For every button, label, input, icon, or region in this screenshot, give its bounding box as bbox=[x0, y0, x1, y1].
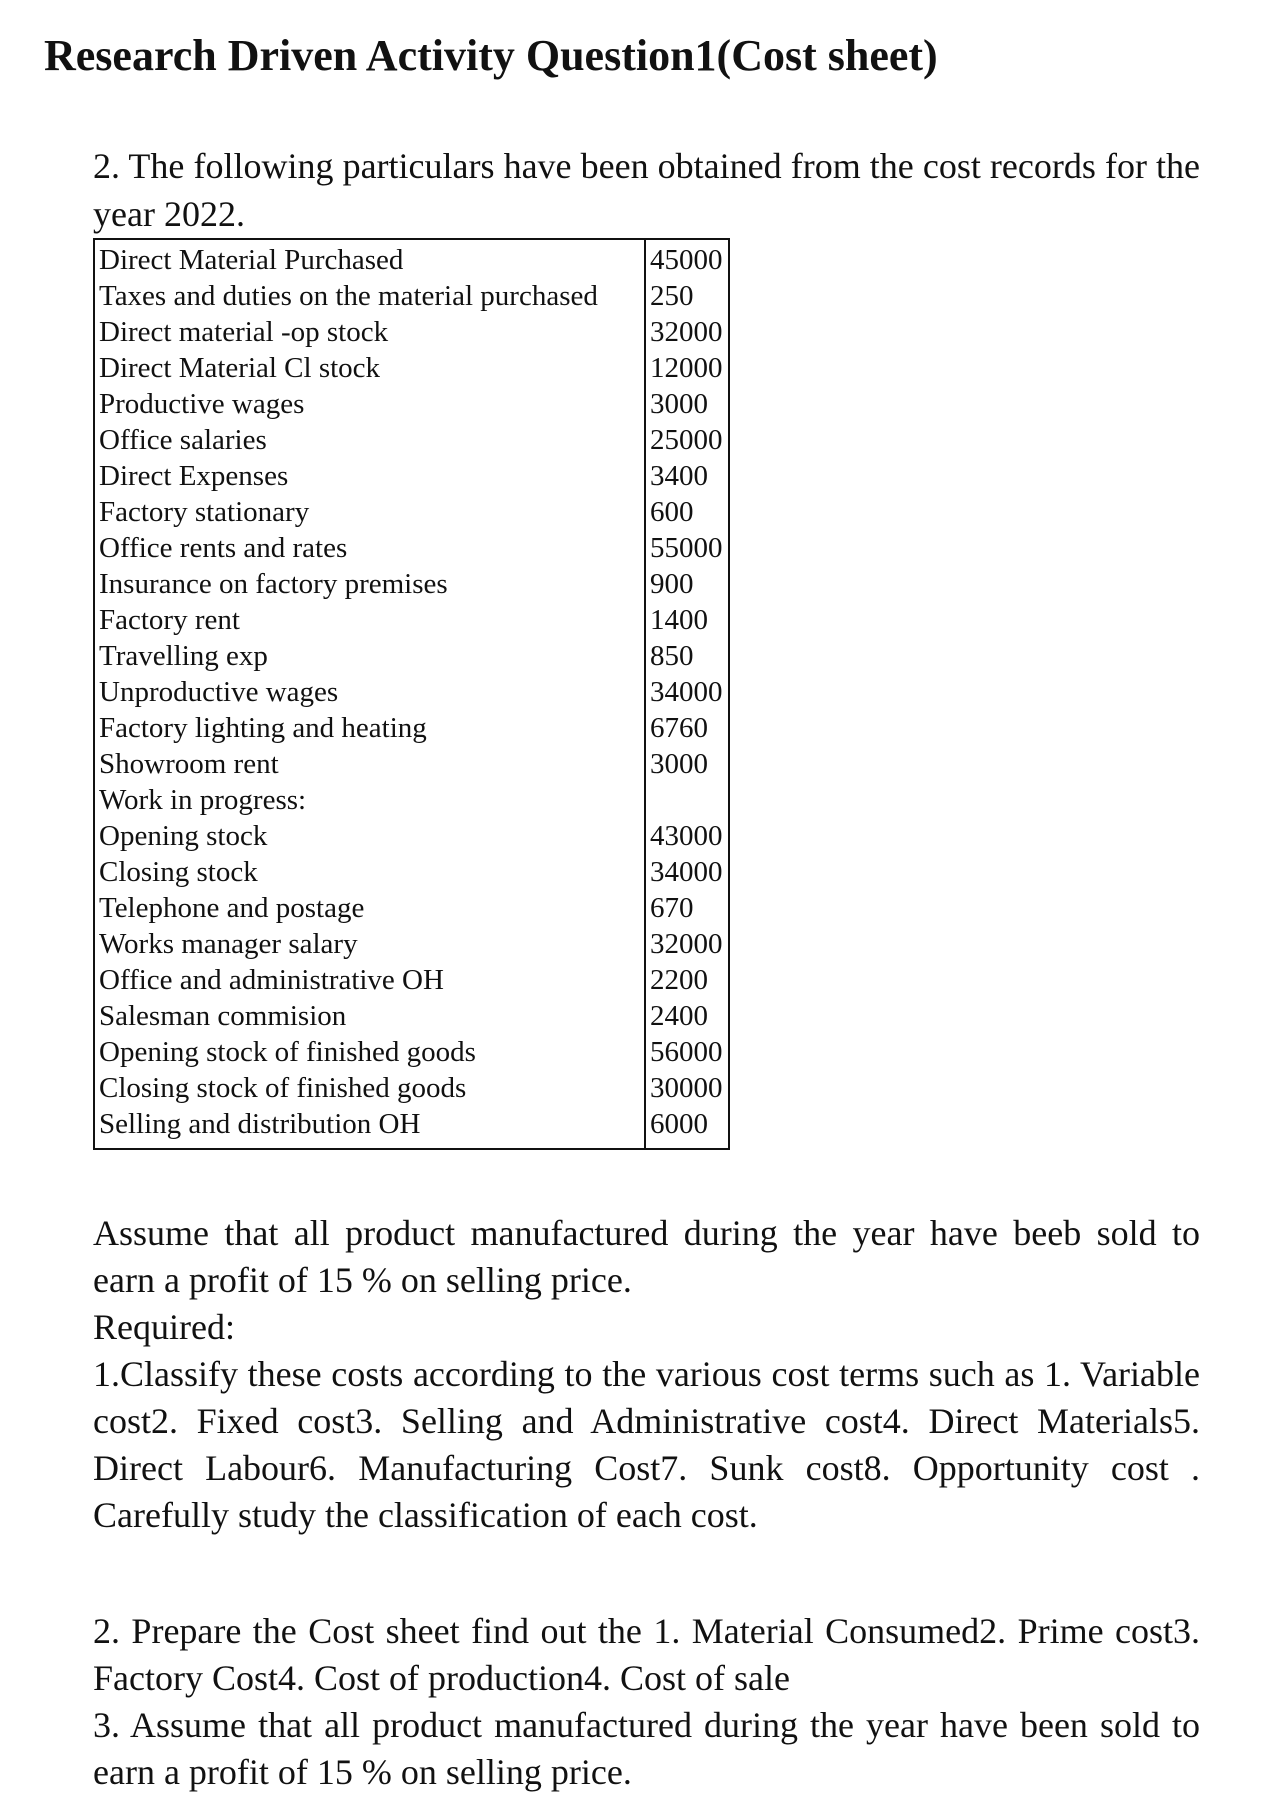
row-value: 3400 bbox=[650, 460, 708, 492]
table-row bbox=[95, 1070, 728, 1106]
row-label: Taxes and duties on the material purchased bbox=[99, 280, 598, 312]
row-label: Unproductive wages bbox=[99, 676, 339, 708]
row-value: 1400 bbox=[650, 604, 708, 636]
row-label: Closing stock of finished goods bbox=[99, 1072, 467, 1104]
row-value: 56000 bbox=[650, 1036, 723, 1068]
row-label: Selling and distribution OH bbox=[99, 1108, 421, 1140]
row-value: 55000 bbox=[650, 532, 723, 564]
row-label: Office rents and rates bbox=[99, 532, 348, 564]
row-label: Works manager salary bbox=[99, 928, 358, 960]
table-row bbox=[95, 710, 728, 746]
row-label: Factory lighting and heating bbox=[99, 712, 427, 744]
intro-paragraph: 2. The following particulars have been obtained from the cost records for the year 2022. bbox=[93, 146, 1200, 234]
row-value: 2400 bbox=[650, 1000, 708, 1032]
row-value: 2200 bbox=[650, 964, 708, 996]
table-row bbox=[95, 962, 728, 998]
table-row bbox=[95, 890, 728, 926]
row-value: 850 bbox=[650, 640, 694, 672]
cost-table bbox=[93, 238, 730, 1150]
page-title: Research Driven Activity Question1(Cost sheet) bbox=[44, 31, 938, 80]
row-value: 25000 bbox=[650, 424, 723, 456]
table-row bbox=[95, 854, 728, 890]
row-value: 3000 bbox=[650, 388, 708, 420]
table-row bbox=[95, 494, 728, 530]
row-label: Telephone and postage bbox=[99, 892, 365, 924]
row-label: Travelling exp bbox=[99, 640, 268, 672]
table-row bbox=[95, 458, 728, 494]
row-label: Showroom rent bbox=[99, 748, 279, 780]
question-2: 2. Prepare the Cost sheet find out the 1. Material Consumed2. Prime cost3. Factory Cost4. Cost of production4. Cost of sale bbox=[93, 1611, 1200, 1698]
table-row bbox=[95, 422, 728, 458]
table-row bbox=[95, 242, 728, 278]
row-value: 12000 bbox=[650, 352, 723, 384]
row-value: 900 bbox=[650, 568, 694, 600]
row-label: Salesman commision bbox=[99, 1000, 347, 1032]
table-row bbox=[95, 1034, 728, 1070]
row-label: Insurance on factory premises bbox=[99, 568, 448, 600]
table-row bbox=[95, 566, 728, 602]
table-row bbox=[95, 530, 728, 566]
row-value: 250 bbox=[650, 280, 694, 312]
row-label: Direct Material Cl stock bbox=[99, 352, 381, 384]
table-row bbox=[95, 674, 728, 710]
row-label: Factory stationary bbox=[99, 496, 310, 528]
table-row bbox=[95, 818, 728, 854]
row-label: Opening stock of finished goods bbox=[99, 1036, 476, 1068]
row-value: 3000 bbox=[650, 748, 708, 780]
row-value: 670 bbox=[650, 892, 694, 924]
row-label: Factory rent bbox=[99, 604, 240, 636]
row-label: Direct material -op stock bbox=[99, 316, 389, 348]
row-value: 34000 bbox=[650, 856, 723, 888]
required-heading: Required: bbox=[93, 1307, 235, 1347]
row-label: Productive wages bbox=[99, 388, 305, 420]
table-row bbox=[95, 278, 728, 314]
row-label: Office salaries bbox=[99, 424, 267, 456]
table-row bbox=[95, 1106, 728, 1142]
row-value: 30000 bbox=[650, 1072, 723, 1104]
table-row bbox=[95, 314, 728, 350]
table-row bbox=[95, 926, 728, 962]
row-value: 34000 bbox=[650, 676, 723, 708]
table-row bbox=[95, 350, 728, 386]
row-label: Direct Material Purchased bbox=[99, 244, 404, 276]
row-label: Opening stock bbox=[99, 820, 268, 852]
row-label: Office and administrative OH bbox=[99, 964, 444, 996]
table-row bbox=[95, 602, 728, 638]
question-1: 1.Classify these costs according to the various cost terms such as 1. Variable cost2. Fixed cost3. Selling and Administrative cost4. Direct Materials5. Direct Labour6. Manufacturing Cost7. Sunk cost8. Opportunity cost . Carefully study the classification of each cost. bbox=[93, 1354, 1200, 1535]
table-row bbox=[95, 782, 728, 818]
row-value: 43000 bbox=[650, 820, 723, 852]
question-3: 3. Assume that all product manufactured during the year have been sold to earn a profit of 15 % on selling price. bbox=[93, 1705, 1200, 1792]
row-value: 6760 bbox=[650, 712, 708, 744]
row-label: Direct Expenses bbox=[99, 460, 289, 492]
row-label: Work in progress: bbox=[99, 784, 307, 816]
table-row bbox=[95, 746, 728, 782]
row-value: 45000 bbox=[650, 244, 723, 276]
assumption-paragraph: Assume that all product manufactured during the year have beeb sold to earn a profit of 15 % on selling price. bbox=[93, 1213, 1200, 1300]
row-value: 600 bbox=[650, 496, 694, 528]
row-value: 6000 bbox=[650, 1108, 708, 1140]
table-row bbox=[95, 998, 728, 1034]
row-value: 32000 bbox=[650, 316, 723, 348]
row-label: Closing stock bbox=[99, 856, 258, 888]
row-value: 32000 bbox=[650, 928, 723, 960]
table-row bbox=[95, 638, 728, 674]
table-row bbox=[95, 386, 728, 422]
